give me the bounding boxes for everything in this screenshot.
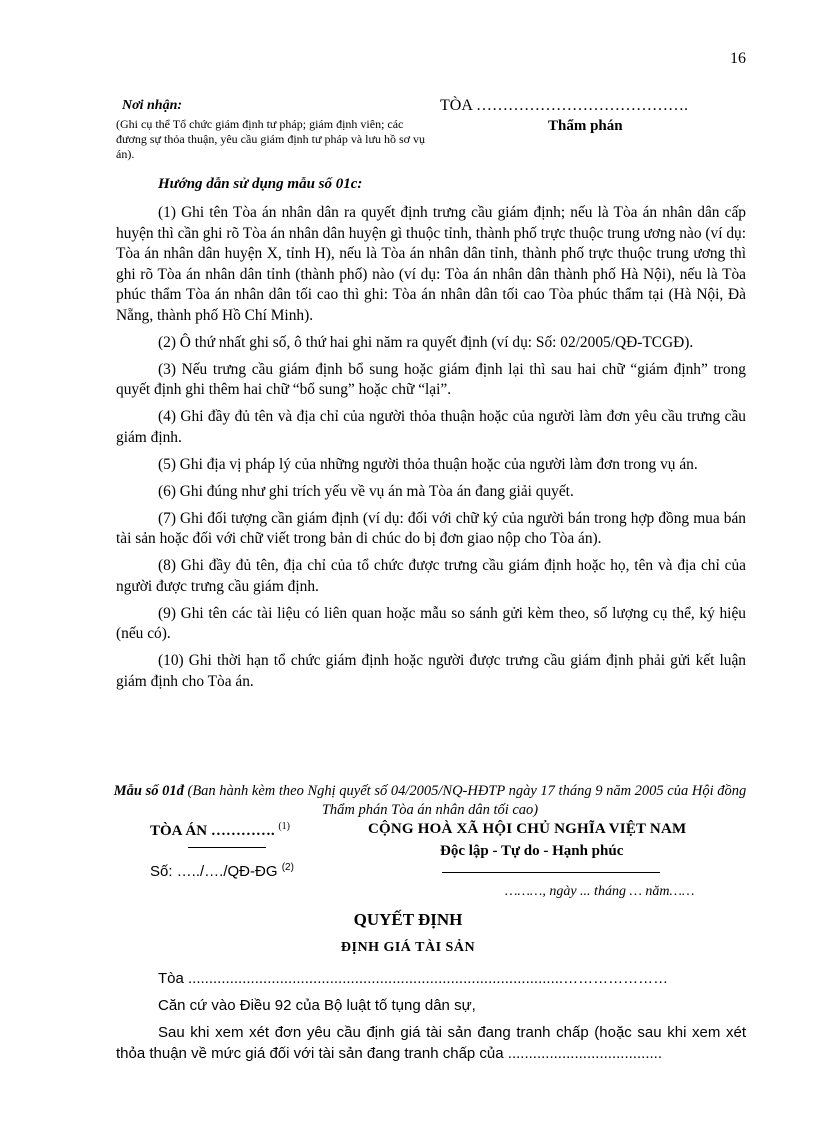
document-subtitle: ĐỊNH GIÁ TÀI SẢN: [340, 940, 476, 955]
guide-item: (9) Ghi tên các tài liệu có liên quan hoặc mẫu so sánh gửi kèm theo, số lượng cụ thể, ký hiệu (nếu có).: [116, 604, 746, 642]
guide-item: (7) Ghi đối tượng cần giám định (ví dụ: đối với chữ ký của người bán trong hợp đồng mua bán tài sản hoặc đối với chữ viết trong bản di chúc do bị đơn giao nộp cho Tòa án).: [116, 509, 746, 547]
body-line: Căn cứ vào Điều 92 của Bộ luật tố tụng dân sự,: [158, 997, 476, 1014]
nation-motto: Độc lập - Tự do - Hạnh phúc: [440, 843, 624, 859]
guide-list: [116, 203, 746, 699]
guide-item: (1) Ghi tên Tòa án nhân dân ra quyết định trưng cầu giám định; nếu là Tòa án nhân dân cấp huyện thì cần ghi rõ Tòa án nhân dân huyện gì thuộc tỉnh, thành phố trực thuộc trung ương nào (ví dụ: Tòa án nhân dân huyện X, tỉnh H), nếu là Tòa án nhân dân tỉnh, thành phố trực thuộc trung ương thì ghi rõ Tòa án nhân dân tỉnh (thành phố) nào (ví dụ: Tòa án nhân dân thành phố Hà Nội), nếu là Tòa phúc thẩm Tòa án nhân dân tối cao thì ghi: Tòa án nhân dân tối cao Tòa phúc thẩm tại (Hà Nội, Đà Nẵng, thành phố Hồ Chí Minh).: [116, 204, 746, 324]
document-body: [116, 968, 746, 1070]
signature-court: TÒA ………………………………….: [440, 97, 688, 114]
guide-item: (5) Ghi địa vị pháp lý của những người thỏa thuận hoặc của người làm đơn trong vụ án.: [158, 455, 698, 473]
decision-number-text: Số: …../…./QĐ-ĐG: [150, 863, 278, 880]
form-issued: (Ban hành kèm theo Nghị quyết số 04/2005/NQ-HĐTP ngày 17 tháng 9 năm 2005 của Hội đồng Thẩm phán Tòa án nhân dân tối cao): [187, 783, 747, 818]
guide-item: (6) Ghi đúng như ghi trích yếu về vụ án mà Tòa án đang giải quyết.: [158, 482, 574, 500]
number-ref: (2): [281, 862, 294, 873]
recipient-title: Nơi nhận:: [122, 98, 183, 113]
decision-number: [150, 862, 294, 880]
court-divider: [188, 847, 266, 848]
document-title: QUYẾT ĐỊNH: [353, 910, 463, 929]
guide-item: (10) Ghi thời hạn tổ chức giám định hoặc người được trưng cầu giám định phải gửi kết luận giám định cho Tòa án.: [116, 652, 746, 690]
nation-title: CỘNG HOÀ XÃ HỘI CHỦ NGHĨA VIỆT NAM: [368, 821, 687, 837]
guide-item: (2) Ô thứ nhất ghi số, ô thứ hai ghi năm ra quyết định (ví dụ: Số: 02/2005/QĐ-TCGĐ).: [158, 333, 694, 351]
body-line: Tòa ..........................................................................................…………………: [158, 970, 669, 987]
form-code: Mẫu số 01đ: [113, 783, 184, 799]
court-ref: (1): [278, 821, 291, 832]
recipient-note: (Ghi cụ thể Tổ chức giám định tư pháp; giám định viên; các đương sự thỏa thuận, yêu cầu giám định tư pháp và lưu hồ sơ vụ án).: [116, 117, 425, 161]
signature-title: Thẩm phán: [548, 118, 623, 134]
form-header: [110, 782, 750, 820]
page-number: 16: [730, 50, 746, 67]
date-line: ………, ngày ... tháng … năm……: [505, 884, 695, 899]
motto-divider: [442, 872, 660, 873]
body-line: Sau khi xem xét đơn yêu cầu định giá tài sản đang tranh chấp (hoặc sau khi xem xét thỏa thuận về mức giá đối với tài sản đang tranh chấp của .....................................: [116, 1024, 746, 1062]
guide-item: (4) Ghi đầy đủ tên và địa chỉ của người thỏa thuận hoặc của người làm đơn yêu cầu trưng cầu giám định.: [116, 408, 746, 446]
guide-item: (8) Ghi đầy đủ tên, địa chỉ của tổ chức được trưng cầu giám định hoặc họ, tên và địa chỉ của người được trưng cầu giám định.: [116, 557, 746, 595]
court-name-text: TÒA ÁN ………….: [150, 823, 275, 839]
court-name: [150, 821, 290, 840]
guide-item: (3) Nếu trưng cầu giám định bổ sung hoặc giám định lại thì sau hai chữ “giám định” trong quyết định ghi thêm hai chữ “bổ sung” hoặc chữ “lại”.: [116, 360, 746, 398]
guide-title: Hướng dẫn sử dụng mẫu số 01c:: [158, 176, 363, 192]
